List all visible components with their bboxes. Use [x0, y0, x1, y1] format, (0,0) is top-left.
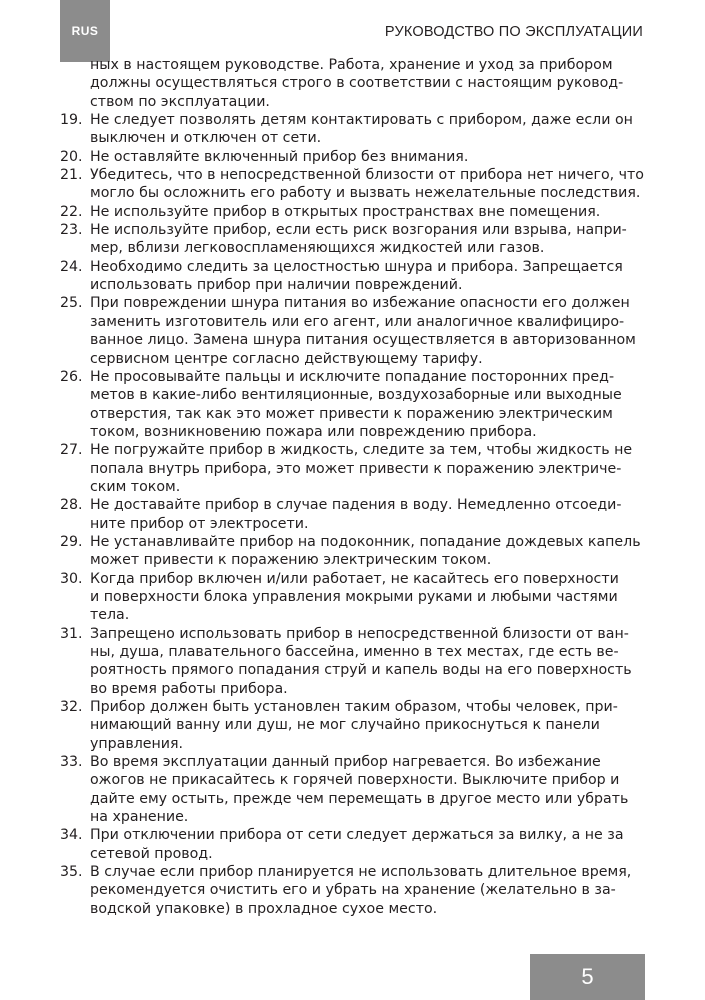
- item-text-line: метов в какие-либо вентиляционные, воздухозаборные или выходные: [90, 387, 622, 404]
- list-item: [60, 570, 650, 625]
- item-number: 35.: [60, 864, 83, 881]
- page-number: 5: [530, 954, 645, 1000]
- item-text-line: мер, вблизи легковоспламеняющихся жидкостей или газов.: [90, 240, 545, 257]
- item-text-line: Не погружайте прибор в жидкость, следите за тем, чтобы жидкость не: [90, 442, 633, 459]
- item-text-line: Не оставляйте включенный прибор без внимания.: [90, 148, 469, 165]
- list-item: [60, 258, 650, 295]
- item-text-line: Когда прибор включен и/или работает, не касайтесь его поверхности: [90, 570, 619, 587]
- item-text-line: роятность прямого попадания струй и капель воды на его поверхность: [90, 662, 632, 679]
- item-text-line: В случае если прибор планируется не использовать длительное время,: [90, 864, 632, 881]
- list-item: [60, 166, 650, 203]
- list-item: [60, 698, 650, 753]
- list-item: [60, 753, 650, 826]
- item-text-line: Не следует позволять детям контактировать с прибором, даже если он: [90, 112, 633, 129]
- page-header-title: РУКОВОДСТВО ПО ЭКСПЛУАТАЦИИ: [384, 24, 643, 40]
- item-text-line: При повреждении шнура питания во избежание опасности его должен: [90, 295, 630, 312]
- item-text-line: может привести к поражению электрическим током.: [90, 552, 492, 569]
- item-text-line: на хранение.: [90, 809, 189, 826]
- list-item: [60, 148, 650, 166]
- list-item: [60, 221, 650, 258]
- list-item: [60, 111, 650, 148]
- instructions-content: [60, 56, 650, 918]
- item-number: 24.: [60, 258, 83, 275]
- item-text-line: Не доставайте прибор в случае падения в воду. Немедленно отсоеди-: [90, 497, 622, 514]
- item-text-line: и поверхности блока управления мокрыми руками и любыми частями: [90, 588, 618, 605]
- item-number: 34.: [60, 827, 83, 844]
- item-text-line: При отключении прибора от сети следует держаться за вилку, а не за: [90, 827, 624, 844]
- list-item: [60, 368, 650, 441]
- item-text-line: заменить изготовитель или его агент, или аналогичное квалифициро-: [90, 313, 625, 330]
- list-item: [60, 294, 650, 367]
- item-text-line: дайте ему остыть, прежде чем перемещать в другое место или убрать: [90, 790, 629, 807]
- item-number: 28.: [60, 497, 83, 514]
- item-text-line: сетевой провод.: [90, 845, 213, 862]
- item-text-line: попала внутрь прибора, это может привести к поражению электриче-: [90, 460, 622, 477]
- item-text-line: ожогов не прикасайтесь к горячей поверхности. Выключите прибор и: [90, 772, 620, 789]
- item-number: 31.: [60, 625, 83, 642]
- item-text-line: Не просовывайте пальцы и исключите попадание посторонних пред-: [90, 368, 615, 385]
- item-text-line: Не используйте прибор в открытых пространствах вне помещения.: [90, 203, 601, 220]
- safety-items-list: [60, 111, 650, 918]
- item-number: 30.: [60, 570, 83, 587]
- item-text-line: Убедитесь, что в непосредственной близости от прибора нет ничего, что: [90, 167, 644, 184]
- item-number: 32.: [60, 699, 83, 716]
- item-text-line: во время работы прибора.: [90, 680, 288, 697]
- item-number: 22.: [60, 203, 83, 220]
- list-item: [60, 496, 650, 533]
- item-text-line: сервисном центре согласно действующему тарифу.: [90, 350, 483, 367]
- item-text-line: могло бы осложнить его работу и вызвать нежелательные последствия.: [90, 185, 641, 202]
- list-item: [60, 826, 650, 863]
- item-text-line: ским током.: [90, 478, 181, 495]
- item-number: 23.: [60, 222, 83, 239]
- language-tab: RUS: [60, 0, 110, 62]
- list-item: [60, 441, 650, 496]
- item-text-line: использовать прибор при наличии повреждений.: [90, 277, 463, 294]
- item-number: 20.: [60, 148, 83, 165]
- item-text-line: выключен и отключен от сети.: [90, 130, 322, 147]
- item-number: 27.: [60, 442, 83, 459]
- intro-line: должны осуществляться строго в соответствии с настоящим руковод-: [90, 75, 624, 92]
- item-number: 19.: [60, 112, 83, 129]
- list-item: [60, 533, 650, 570]
- intro-paragraph: [60, 56, 650, 111]
- item-text-line: током, возникновению пожара или повреждению прибора.: [90, 423, 537, 440]
- item-text-line: Не устанавливайте прибор на подоконник, попадание дождевых капель: [90, 533, 641, 550]
- item-text-line: рекомендуется очистить его и убрать на хранение (желательно в за-: [90, 882, 616, 899]
- item-text-line: Необходимо следить за целостностью шнура и прибора. Запрещается: [90, 258, 623, 275]
- item-text-line: отверстия, так как это может привести к поражению электрическим: [90, 405, 613, 422]
- list-item: [60, 863, 650, 918]
- item-text-line: Во время эксплуатации данный прибор нагревается. Во избежание: [90, 754, 601, 771]
- item-text-line: ны, душа, плавательного бассейна, именно в тех местах, где есть ве-: [90, 644, 619, 660]
- intro-line: ством по эксплуатации.: [90, 93, 270, 110]
- item-number: 25.: [60, 295, 83, 312]
- item-text-line: водской упаковке) в прохладное сухое место.: [90, 900, 438, 917]
- item-text-line: тела.: [90, 607, 130, 624]
- item-text-line: управления.: [90, 735, 184, 752]
- item-text-line: Не используйте прибор, если есть риск возгорания или взрыва, напри-: [90, 222, 627, 239]
- item-text-line: Прибор должен быть установлен таким образом, чтобы человек, при-: [90, 699, 618, 716]
- item-text-line: нимающий ванну или душ, не мог случайно прикоснуться к панели: [90, 717, 600, 734]
- intro-line: ных в настоящем руководстве. Работа, хранение и уход за прибором: [90, 57, 613, 73]
- list-item: [60, 203, 650, 221]
- item-number: 33.: [60, 754, 83, 771]
- item-number: 29.: [60, 533, 83, 550]
- item-number: 26.: [60, 368, 83, 385]
- item-text-line: ванное лицо. Замена шнура питания осуществляется в авторизованном: [90, 332, 636, 349]
- item-number: 21.: [60, 167, 83, 184]
- list-item: [60, 625, 650, 698]
- item-text-line: Запрещено использовать прибор в непосредственной близости от ван-: [90, 625, 629, 642]
- item-text-line: ните прибор от электросети.: [90, 515, 309, 532]
